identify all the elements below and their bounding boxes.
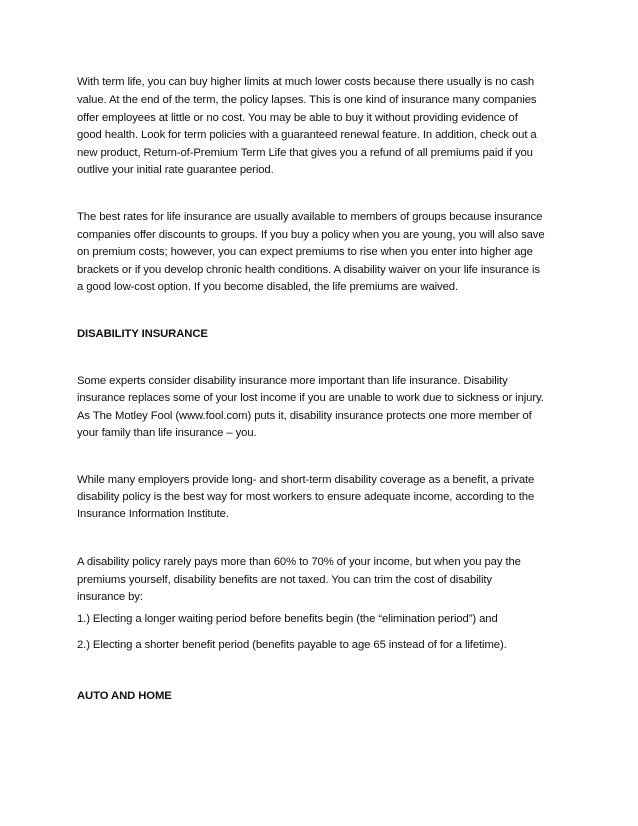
text-line: disability policy is the best way for most workers to ensure adequate income, according to the <box>77 491 535 503</box>
text-line: While many employers provide long- and short-term disability coverage as a benefit, a private <box>77 474 535 486</box>
text-line: on premium costs; however, you can expect premiums to rise when you enter into higher age <box>77 246 533 258</box>
text-line: premiums yourself, disability benefits are not taxed. You can trim the cost of disability <box>77 574 492 586</box>
list-item: 1.) Electing a longer waiting period before benefits begin (the “elimination period”) and <box>77 613 498 625</box>
text-line: With term life, you can buy higher limits at much lower costs because there usually is no cash <box>77 76 535 88</box>
text-line: good health. Look for term policies with a guaranteed renewal feature. In addition, check out a <box>77 129 537 141</box>
text-line: insurance replaces some of your lost income if you are unable to work due to sickness or injury. <box>77 392 544 404</box>
text-line: value. At the end of the term, the policy lapses. This is one kind of insurance many companies <box>77 94 537 106</box>
text-line: companies offer discounts to groups. If you buy a policy when you are young, you will also save <box>77 229 545 241</box>
text-line: your family than life insurance – you. <box>77 427 257 439</box>
text-line: The best rates for life insurance are usually available to members of groups because insurance <box>77 211 543 223</box>
text-line: brackets or if you develop chronic health conditions. A disability waiver on your life insurance is <box>77 264 540 276</box>
section-heading-disability-insurance: DISABILITY INSURANCE <box>77 328 208 340</box>
text-line: insurance by: <box>77 591 143 603</box>
text-line: offer employees at little or no cost. You may be able to buy it without providing evidence of <box>77 112 518 124</box>
text-line: Insurance Information Institute. <box>77 508 229 520</box>
list-item: 2.) Electing a shorter benefit period (benefits payable to age 65 instead of for a lifetime). <box>77 639 507 651</box>
text-line: Some experts consider disability insurance more important than life insurance. Disability <box>77 375 508 387</box>
text-line: a good low-cost option. If you become disabled, the life premiums are waived. <box>77 281 458 293</box>
text-line: A disability policy rarely pays more than 60% to 70% of your income, but when you pay the <box>77 556 521 568</box>
section-heading-auto-and-home: AUTO AND HOME <box>77 690 172 702</box>
text-line: outlive your initial rate guarantee period. <box>77 164 274 176</box>
text-line: new product, Return-of-Premium Term Life that gives you a refund of all premiums paid if you <box>77 147 533 159</box>
text-line: As The Motley Fool (www.fool.com) puts it, disability insurance protects one more member of <box>77 410 532 422</box>
